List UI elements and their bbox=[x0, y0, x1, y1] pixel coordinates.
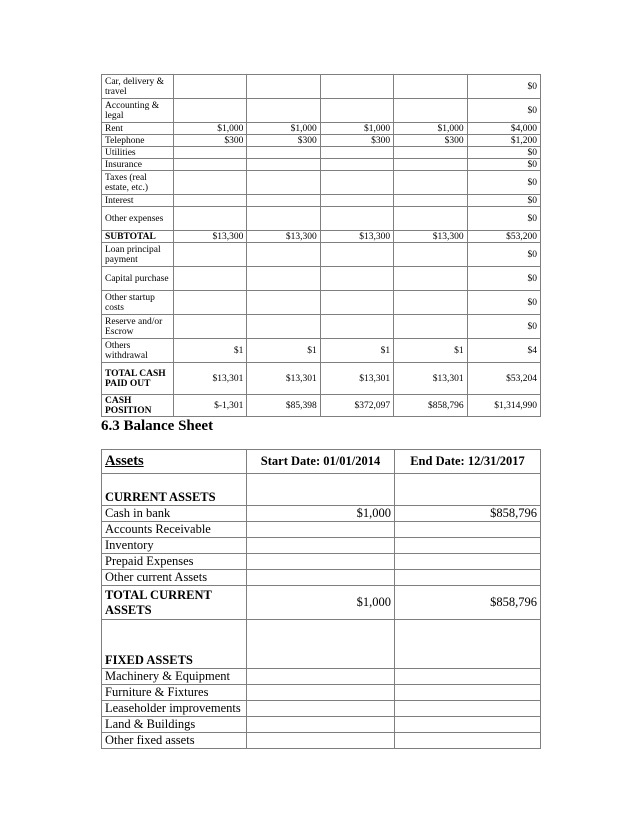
cash-flow-row-label: CASH POSITION bbox=[102, 395, 174, 417]
cash-flow-cell: $0 bbox=[467, 315, 540, 339]
cash-flow-row-label: Rent bbox=[102, 123, 174, 135]
cash-flow-cell: $-1,301 bbox=[174, 395, 247, 417]
cash-flow-row bbox=[102, 363, 541, 395]
cash-flow-row-label: Others withdrawal bbox=[102, 339, 174, 363]
balance-sheet-end-cell: $858,796 bbox=[395, 586, 541, 620]
balance-sheet-row-label: TOTAL CURRENT ASSETS bbox=[102, 586, 247, 620]
cash-flow-cell: $1 bbox=[394, 339, 467, 363]
cash-flow-cell bbox=[247, 195, 320, 207]
cash-flow-row bbox=[102, 291, 541, 315]
balance-sheet-start-cell bbox=[247, 733, 395, 749]
balance-sheet-header-row bbox=[102, 450, 541, 474]
cash-flow-row bbox=[102, 339, 541, 363]
cash-flow-row-label: Reserve and/or Escrow bbox=[102, 315, 174, 339]
cash-flow-cell: $0 bbox=[467, 243, 540, 267]
cash-flow-cell bbox=[174, 171, 247, 195]
cash-flow-cell bbox=[174, 267, 247, 291]
cash-flow-cell: $4,000 bbox=[467, 123, 540, 135]
cash-flow-cell bbox=[320, 243, 393, 267]
balance-sheet-row bbox=[102, 538, 541, 554]
balance-sheet-row bbox=[102, 586, 541, 620]
balance-sheet-start-cell: $1,000 bbox=[247, 586, 395, 620]
cash-flow-cell bbox=[394, 75, 467, 99]
cash-flow-row-label: Other startup costs bbox=[102, 291, 174, 315]
cash-flow-row-label: Car, delivery & travel bbox=[102, 75, 174, 99]
balance-sheet-start-cell bbox=[247, 522, 395, 538]
cash-flow-row-label: Accounting & legal bbox=[102, 99, 174, 123]
cash-flow-cell bbox=[174, 315, 247, 339]
cash-flow-cell bbox=[174, 99, 247, 123]
cash-flow-cell: $0 bbox=[467, 171, 540, 195]
cash-flow-row-label: Insurance bbox=[102, 159, 174, 171]
cash-flow-cell bbox=[394, 243, 467, 267]
balance-sheet-end-cell bbox=[395, 554, 541, 570]
cash-flow-cell bbox=[247, 75, 320, 99]
cash-flow-cell: $13,301 bbox=[174, 363, 247, 395]
cash-flow-cell: $0 bbox=[467, 195, 540, 207]
balance-sheet-end-cell bbox=[395, 522, 541, 538]
cash-flow-cell: $53,200 bbox=[467, 231, 540, 243]
assets-header: Assets bbox=[102, 450, 247, 474]
balance-sheet-end-cell bbox=[395, 701, 541, 717]
cash-flow-cell: $372,097 bbox=[320, 395, 393, 417]
cash-flow-cell bbox=[247, 267, 320, 291]
cash-flow-cell: $1 bbox=[247, 339, 320, 363]
cash-flow-cell: $1 bbox=[174, 339, 247, 363]
cash-flow-cell: $85,398 bbox=[247, 395, 320, 417]
cash-flow-cell: $13,300 bbox=[247, 231, 320, 243]
balance-sheet-row bbox=[102, 701, 541, 717]
cash-flow-row bbox=[102, 171, 541, 195]
cash-flow-row-label: SUBTOTAL bbox=[102, 231, 174, 243]
cash-flow-cell: $1 bbox=[320, 339, 393, 363]
cash-flow-cell: $0 bbox=[467, 159, 540, 171]
balance-sheet-start-cell: $1,000 bbox=[247, 506, 395, 522]
cash-flow-row-label: TOTAL CASH PAID OUT bbox=[102, 363, 174, 395]
balance-sheet-row-label: Leaseholder improvements bbox=[102, 701, 247, 717]
cash-flow-cell bbox=[247, 291, 320, 315]
balance-sheet-start-cell bbox=[247, 570, 395, 586]
cash-flow-cell: $1,000 bbox=[247, 123, 320, 135]
cash-flow-row-label: Taxes (real estate, etc.) bbox=[102, 171, 174, 195]
cash-flow-row bbox=[102, 135, 541, 147]
balance-sheet-row bbox=[102, 733, 541, 749]
cash-flow-cell bbox=[247, 159, 320, 171]
cash-flow-cell: $13,300 bbox=[320, 231, 393, 243]
balance-sheet-end-cell bbox=[395, 733, 541, 749]
cash-flow-cell bbox=[174, 75, 247, 99]
balance-sheet-row bbox=[102, 620, 541, 669]
balance-sheet-row bbox=[102, 474, 541, 506]
balance-sheet-row-label: CURRENT ASSETS bbox=[102, 474, 247, 506]
start-date-header: Start Date: 01/01/2014 bbox=[247, 450, 395, 474]
cash-flow-cell bbox=[174, 291, 247, 315]
cash-flow-cell bbox=[174, 147, 247, 159]
balance-sheet-start-cell bbox=[247, 538, 395, 554]
balance-sheet-start-cell bbox=[247, 554, 395, 570]
cash-flow-cell bbox=[320, 315, 393, 339]
balance-sheet-row bbox=[102, 717, 541, 733]
balance-sheet-start-cell bbox=[247, 717, 395, 733]
cash-flow-row bbox=[102, 243, 541, 267]
cash-flow-cell bbox=[247, 315, 320, 339]
cash-flow-cell: $13,300 bbox=[174, 231, 247, 243]
end-date-header: End Date: 12/31/2017 bbox=[395, 450, 541, 474]
balance-sheet-row-label: Prepaid Expenses bbox=[102, 554, 247, 570]
cash-flow-cell: $13,301 bbox=[247, 363, 320, 395]
balance-sheet-end-cell bbox=[395, 717, 541, 733]
cash-flow-cell bbox=[394, 291, 467, 315]
cash-flow-cell: $13,300 bbox=[394, 231, 467, 243]
cash-flow-cell bbox=[394, 159, 467, 171]
cash-flow-cell: $300 bbox=[320, 135, 393, 147]
cash-flow-cell: $0 bbox=[467, 147, 540, 159]
cash-flow-cell: $0 bbox=[467, 291, 540, 315]
cash-flow-row-label: Utilities bbox=[102, 147, 174, 159]
cash-flow-row-label: Capital purchase bbox=[102, 267, 174, 291]
cash-flow-row bbox=[102, 315, 541, 339]
balance-sheet-row-label: FIXED ASSETS bbox=[102, 620, 247, 669]
cash-flow-cell bbox=[174, 159, 247, 171]
balance-sheet-heading: 6.3 Balance Sheet bbox=[101, 418, 214, 434]
balance-sheet-row-label: Other fixed assets bbox=[102, 733, 247, 749]
balance-sheet-row bbox=[102, 570, 541, 586]
cash-flow-cell bbox=[320, 291, 393, 315]
cash-flow-row-label: Other expenses bbox=[102, 207, 174, 231]
cash-flow-cell bbox=[394, 195, 467, 207]
cash-flow-row-label: Loan principal payment bbox=[102, 243, 174, 267]
cash-flow-cell bbox=[174, 243, 247, 267]
balance-sheet-start-cell bbox=[247, 685, 395, 701]
balance-sheet-end-cell bbox=[395, 669, 541, 685]
cash-flow-cell bbox=[247, 99, 320, 123]
cash-flow-cell bbox=[174, 195, 247, 207]
cash-flow-cell: $0 bbox=[467, 99, 540, 123]
balance-sheet-row-label: Inventory bbox=[102, 538, 247, 554]
cash-flow-cell: $1,000 bbox=[394, 123, 467, 135]
cash-flow-cell bbox=[247, 243, 320, 267]
cash-flow-cell: $1,000 bbox=[320, 123, 393, 135]
cash-flow-cell: $300 bbox=[247, 135, 320, 147]
cash-flow-cell bbox=[320, 195, 393, 207]
cash-flow-cell bbox=[320, 99, 393, 123]
cash-flow-row bbox=[102, 395, 541, 417]
cash-flow-cell bbox=[247, 171, 320, 195]
cash-flow-cell bbox=[247, 147, 320, 159]
cash-flow-cell: $13,301 bbox=[320, 363, 393, 395]
cash-flow-cell bbox=[320, 267, 393, 291]
cash-flow-cell: $53,204 bbox=[467, 363, 540, 395]
balance-sheet-end-cell: $858,796 bbox=[395, 506, 541, 522]
cash-flow-cell bbox=[247, 207, 320, 231]
balance-sheet-table bbox=[101, 449, 541, 749]
cash-flow-cell bbox=[320, 75, 393, 99]
balance-sheet-end-cell bbox=[395, 620, 541, 669]
cash-flow-cell bbox=[394, 147, 467, 159]
cash-flow-cell bbox=[394, 267, 467, 291]
balance-sheet-end-cell bbox=[395, 685, 541, 701]
balance-sheet-start-cell bbox=[247, 669, 395, 685]
cash-flow-row bbox=[102, 267, 541, 291]
balance-sheet-row bbox=[102, 506, 541, 522]
cash-flow-row bbox=[102, 75, 541, 99]
balance-sheet-row-label: Cash in bank bbox=[102, 506, 247, 522]
cash-flow-cell bbox=[320, 171, 393, 195]
cash-flow-table bbox=[101, 74, 541, 417]
cash-flow-cell bbox=[320, 207, 393, 231]
cash-flow-row bbox=[102, 207, 541, 231]
cash-flow-cell: $0 bbox=[467, 267, 540, 291]
balance-sheet-end-cell bbox=[395, 538, 541, 554]
cash-flow-cell bbox=[174, 207, 247, 231]
balance-sheet-start-cell bbox=[247, 620, 395, 669]
cash-flow-cell bbox=[320, 147, 393, 159]
balance-sheet-start-cell bbox=[247, 474, 395, 506]
cash-flow-cell: $1,200 bbox=[467, 135, 540, 147]
balance-sheet-row-label: Furniture & Fixtures bbox=[102, 685, 247, 701]
cash-flow-cell bbox=[394, 315, 467, 339]
cash-flow-cell: $0 bbox=[467, 75, 540, 99]
cash-flow-cell: $858,796 bbox=[394, 395, 467, 417]
balance-sheet-end-cell bbox=[395, 474, 541, 506]
balance-sheet-row bbox=[102, 669, 541, 685]
balance-sheet-end-cell bbox=[395, 570, 541, 586]
cash-flow-cell bbox=[320, 159, 393, 171]
cash-flow-cell: $1,314,990 bbox=[467, 395, 540, 417]
cash-flow-cell: $13,301 bbox=[394, 363, 467, 395]
balance-sheet-row bbox=[102, 522, 541, 538]
cash-flow-cell: $300 bbox=[174, 135, 247, 147]
cash-flow-row-label: Telephone bbox=[102, 135, 174, 147]
cash-flow-cell: $0 bbox=[467, 207, 540, 231]
cash-flow-row bbox=[102, 123, 541, 135]
balance-sheet-row-label: Other current Assets bbox=[102, 570, 247, 586]
cash-flow-row bbox=[102, 159, 541, 171]
cash-flow-row bbox=[102, 231, 541, 243]
balance-sheet-row bbox=[102, 685, 541, 701]
cash-flow-row bbox=[102, 99, 541, 123]
balance-sheet-row-label: Land & Buildings bbox=[102, 717, 247, 733]
cash-flow-row bbox=[102, 195, 541, 207]
balance-sheet-row-label: Accounts Receivable bbox=[102, 522, 247, 538]
cash-flow-row bbox=[102, 147, 541, 159]
cash-flow-cell: $300 bbox=[394, 135, 467, 147]
cash-flow-cell bbox=[394, 207, 467, 231]
balance-sheet-row bbox=[102, 554, 541, 570]
cash-flow-cell bbox=[394, 171, 467, 195]
cash-flow-cell bbox=[394, 99, 467, 123]
balance-sheet-row-label: Machinery & Equipment bbox=[102, 669, 247, 685]
cash-flow-cell: $4 bbox=[467, 339, 540, 363]
balance-sheet-start-cell bbox=[247, 701, 395, 717]
cash-flow-cell: $1,000 bbox=[174, 123, 247, 135]
cash-flow-row-label: Interest bbox=[102, 195, 174, 207]
